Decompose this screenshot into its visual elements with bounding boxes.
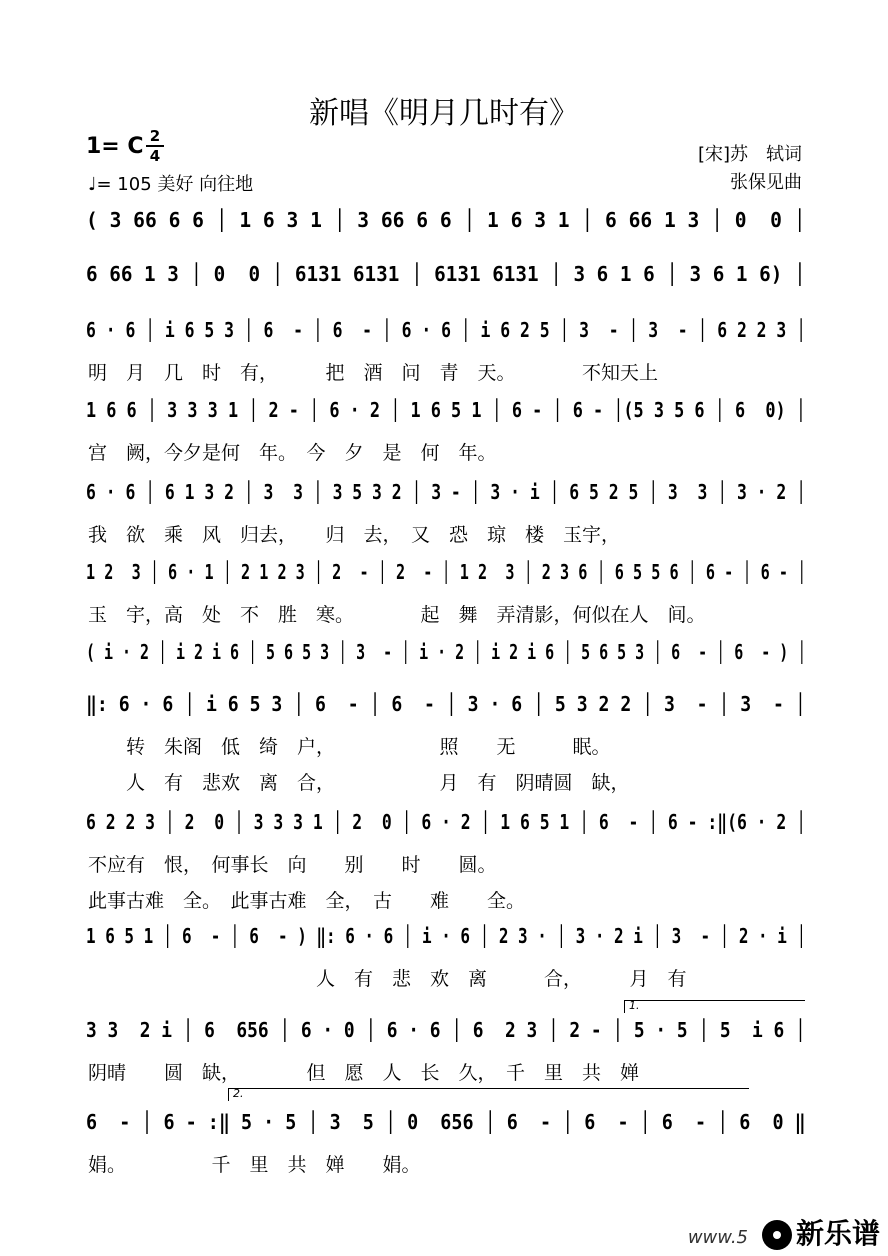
notation-line: 3 3 2 i │ 6 656 │ 6 · 0 │ 6 · 6 │ 6 2 3 │ 2 - │ 5 · 5 │ 5 i 6 │ bbox=[86, 1018, 806, 1042]
notation-line: 6 · 6 │ 6 1 3 2 │ 3 3 │ 3 5 3 2 │ 3 - │ 3 · i │ 6 5 2 5 │ 3 3 │ 3 · 2 │ bbox=[86, 480, 806, 504]
lyric-line: 娟。 千 里 共 婵 娟。 bbox=[88, 1154, 421, 1176]
lyric-line: 阴晴 圆 缺， 但 愿 人 长 久， 千 里 共 婵 bbox=[88, 1062, 640, 1084]
time-signature bbox=[146, 128, 164, 164]
page-title: 新唱《明月几时有》 bbox=[309, 96, 579, 131]
time-denominator: 4 bbox=[149, 147, 161, 165]
time-numerator: 2 bbox=[149, 127, 161, 145]
notation-line: 6 - │ 6 - :‖ 5 · 5 │ 3 5 │ 0 656 │ 6 - │ 6 - │ 6 - │ 6 0 ‖ bbox=[86, 1110, 806, 1134]
disc-icon bbox=[762, 1220, 792, 1250]
second-ending-label: 2. bbox=[233, 1087, 244, 1100]
second-ending-bracket bbox=[228, 1088, 749, 1101]
lyric-line: 不应有 恨， 何事长 向 别 时 圆。 bbox=[88, 854, 497, 876]
notation-line: ( i · 2 │ i 2 i 6 │ 5 6 5 3 │ 3 - │ i · 2 │ i 2 i 6 │ 5 6 5 3 │ 6 - │ 6 - ) │ bbox=[86, 640, 807, 664]
first-ending-bracket bbox=[624, 1000, 805, 1013]
notation-line: ‖: 6 · 6 │ i 6 5 3 │ 6 - │ 6 - │ 3 · 6 │ 5 3 2 2 │ 3 - │ 3 - │ bbox=[86, 692, 806, 716]
lyric-line: 我 欲 乘 风 归去， 归 去， 又 恐 琼 楼 玉宇， bbox=[88, 524, 621, 546]
notation-line: 1 6 6 │ 3 3 3 1 │ 2 - │ 6 · 2 │ 1 6 5 1 │ 6 - │ 6 - │(5 3 5 6 │ 6 0) │ bbox=[86, 398, 806, 422]
lyric-line: 人 有 悲 欢 离 合， 月 有 bbox=[88, 968, 687, 990]
lyric-line: 人 有 悲欢 离 合， 月 有 阴晴圆 缺， bbox=[88, 772, 630, 794]
lyricist-credit: [宋]苏 轼词 bbox=[697, 144, 802, 165]
notation-line: 6 2 2 3 │ 2 0 │ 3 3 3 1 │ 2 0 │ 6 · 2 │ 1 6 5 1 │ 6 - │ 6 - :‖(6 · 2 │ bbox=[86, 810, 806, 834]
site-logo bbox=[762, 1212, 880, 1252]
lyric-line: 宫 阙，今夕是何 年。 今 夕 是 何 年。 bbox=[88, 442, 497, 464]
tempo-marking: ♩= 105 美好 向往地 bbox=[88, 174, 254, 195]
notation-line: 1 2 3 │ 6 · 1 │ 2 1 2 3 │ 2 - │ 2 - │ 1 2 3 │ 2 3 6 │ 6 5 5 6 │ 6 - │ 6 - │ bbox=[86, 560, 807, 584]
watermark-url: www.5 bbox=[687, 1227, 748, 1248]
composer-credit: 张保见曲 bbox=[730, 172, 802, 193]
lyric-line: 明 月 几 时 有， 把 酒 问 青 天。 不知天上 bbox=[88, 362, 659, 384]
notation-line: 1 6 5 1 │ 6 - │ 6 - ) ‖: 6 · 6 │ i · 6 │ 2 3 · │ 3 · 2 i │ 3 - │ 2 · i │ bbox=[86, 924, 807, 948]
lyric-line: 此事古难 全。 此事古难 全， 古 难 全。 bbox=[88, 890, 526, 912]
key-signature: 1= C bbox=[86, 134, 144, 159]
notation-line: 6 · 6 │ i 6 5 3 │ 6 - │ 6 - │ 6 · 6 │ i 6 2 5 │ 3 - │ 3 - │ 6 2 2 3 │ bbox=[86, 318, 806, 342]
first-ending-label: 1. bbox=[629, 999, 640, 1012]
lyric-line: 转 朱阁 低 绮 户， 照 无 眠。 bbox=[88, 736, 611, 758]
notation-line: 6 66 1 3 │ 0 0 │ 6131 6131 │ 6131 6131 │ 3 6 1 6 │ 3 6 1 6) │ bbox=[86, 262, 806, 286]
logo-text: 新乐谱 bbox=[795, 1217, 880, 1250]
notation-line: ( 3 66 6 6 │ 1 6 3 1 │ 3 66 6 6 │ 1 6 3 1 │ 6 66 1 3 │ 0 0 │ bbox=[86, 208, 806, 232]
lyric-line: 玉 宇，高 处 不 胜 寒。 起 舞 弄清影，何似在人 间。 bbox=[88, 604, 706, 626]
